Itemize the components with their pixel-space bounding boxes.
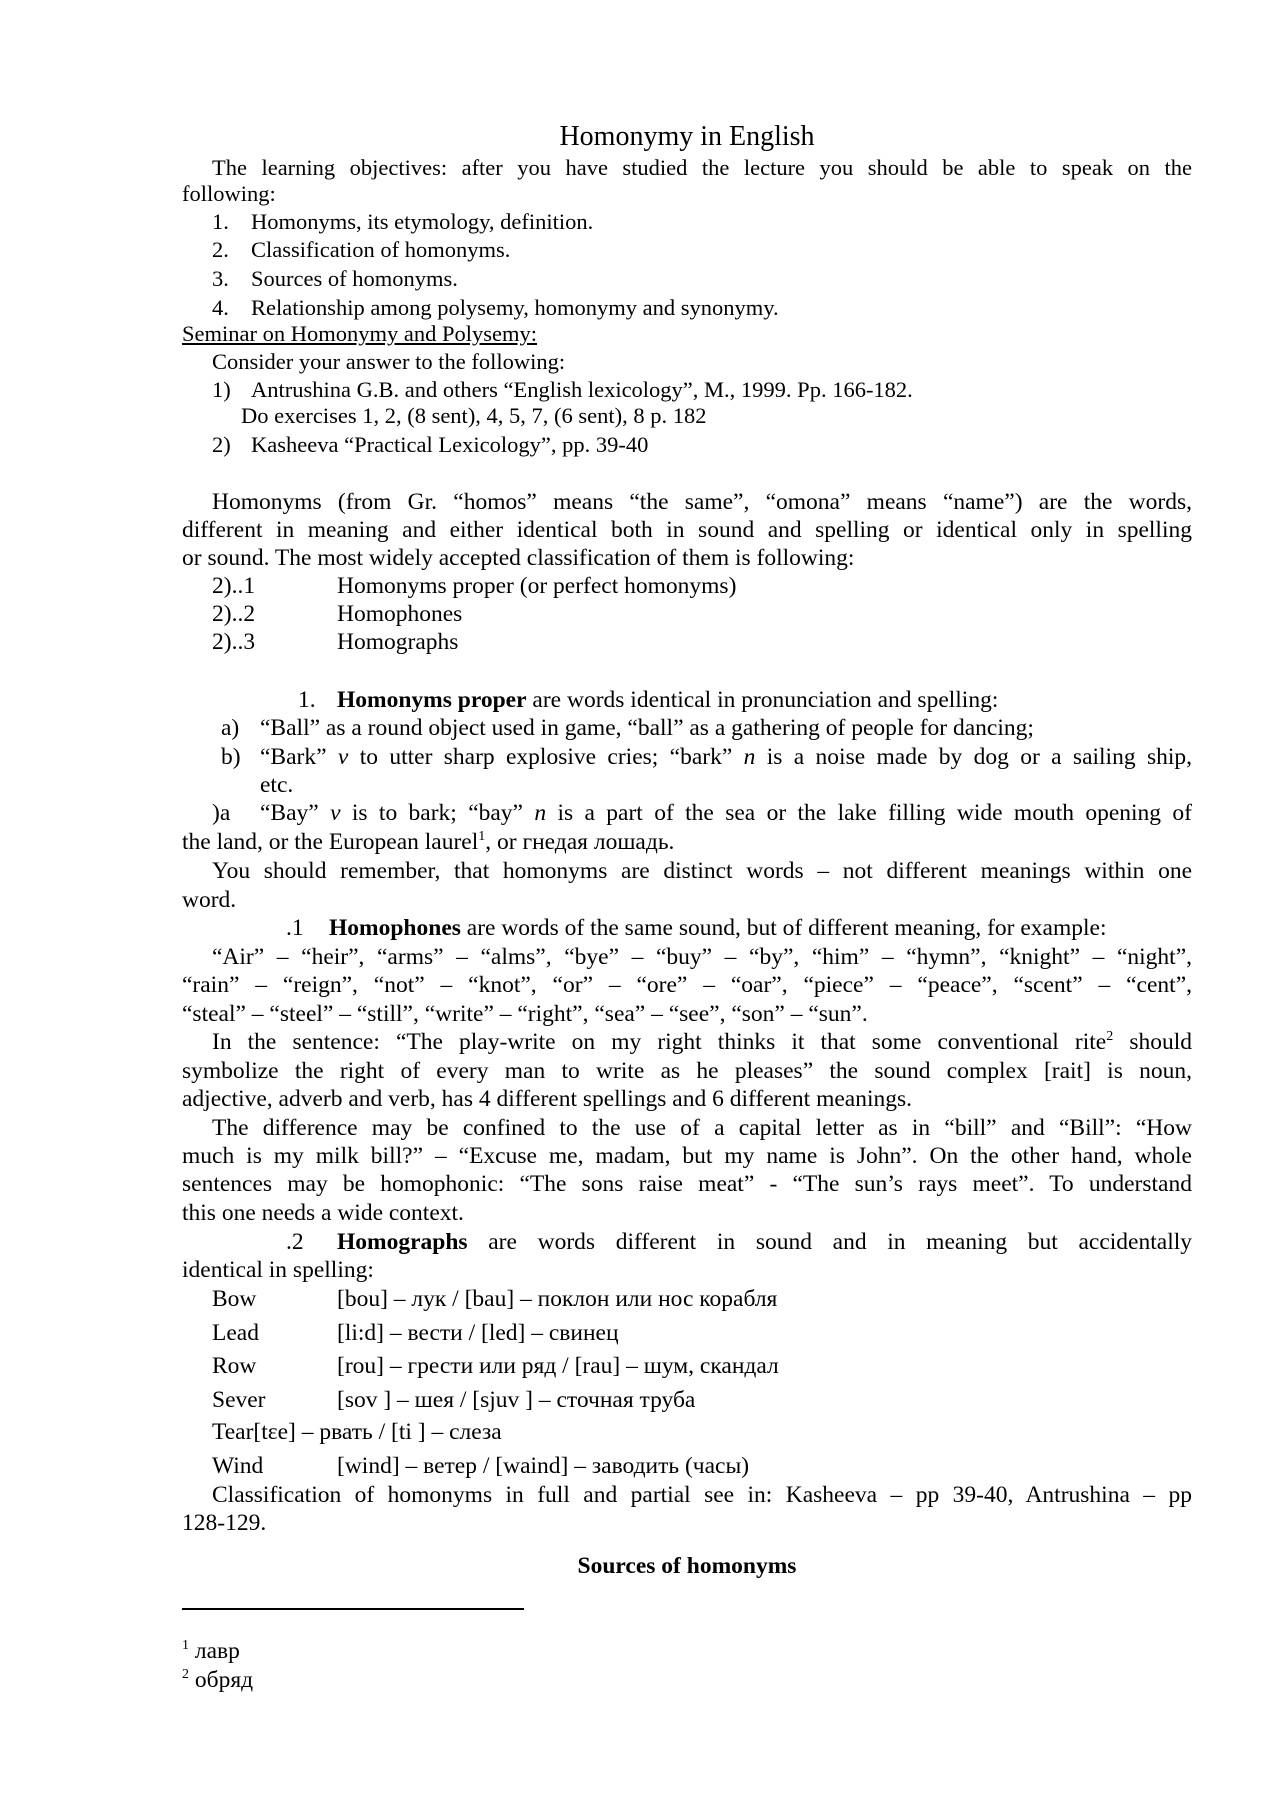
example-b: “Bark” v to utter sharp explosive cries; “bark” n is a noise made by dog or a sailing ship, bbox=[260, 744, 1192, 770]
homograph-word: Sever bbox=[212, 1387, 266, 1413]
term: Homophones bbox=[329, 915, 461, 941]
list-item: Sources of homonyms. bbox=[251, 266, 458, 291]
homophones-examples-2: “rain” – “reign”, “not” – “knot”, “or” – “ore” – “oar”, “piece” – “peace”, “scent” – “cent”, bbox=[182, 972, 1192, 998]
section-number: .2 bbox=[286, 1229, 304, 1255]
homograph-word: Wind bbox=[212, 1453, 264, 1479]
seminar-reference-2: Kasheeva “Practical Lexicology”, pp. 39-40 bbox=[251, 432, 649, 457]
list-item-number: 1. bbox=[212, 209, 229, 234]
remember-line-2: word. bbox=[182, 887, 237, 913]
sentence-line-1: In the sentence: “The play-write on my right thinks it that some conventional rite$^2$ should bbox=[212, 1029, 1192, 1055]
homograph-word: Row bbox=[212, 1353, 257, 1379]
seminar-intro: Consider your answer to the following: bbox=[212, 349, 566, 374]
sources-heading: Sources of homonyms bbox=[577, 1553, 797, 1579]
difference-line-1: The difference may be confined to the use of a capital letter as in “bill” and “Bill”: “How bbox=[212, 1115, 1192, 1141]
list-item-number: 4. bbox=[212, 295, 229, 320]
seminar-exercises: Do exercises 1, 2, (8 sent), 4, 5, 7, (6 sent), 8 p. 182 bbox=[241, 403, 707, 428]
page-title: Homonymy in English bbox=[559, 121, 815, 152]
footnote-divider bbox=[182, 1608, 524, 1610]
footnote-2: $^2$ обряд bbox=[182, 1667, 254, 1693]
footnote-1: $^1$ лавр bbox=[182, 1638, 240, 1664]
term: Homonyms proper bbox=[337, 687, 527, 713]
list-item-number: 2) bbox=[212, 432, 231, 457]
homograph-translation: [bou] – лук / [bau] – поклон или нос корабля bbox=[337, 1286, 778, 1312]
classification-line-1: Classification of homonyms in full and partial see in: Kasheeva – pp 39-40, Antrushina – pp bbox=[212, 1482, 1192, 1508]
list-item: Classification of homonyms. bbox=[251, 237, 511, 262]
class-number: 2)..1 bbox=[212, 573, 256, 599]
homograph-translation: [li:d] – вести / [led] – свинец bbox=[337, 1320, 619, 1346]
homograph-word: Lead bbox=[212, 1320, 259, 1346]
intro-line-3: or sound. The most widely accepted classification of them is following: bbox=[182, 545, 855, 571]
footnote-ref: 2 bbox=[1106, 1029, 1114, 1045]
class-item: Homophones bbox=[337, 601, 463, 627]
homograph-translation: [wind] – ветер / [waind] – заводить (часы) bbox=[337, 1453, 750, 1479]
remember-line-1: You should remember, that homonyms are distinct words – not different meanings within one bbox=[212, 858, 1192, 884]
example-b-continued: etc. bbox=[260, 772, 294, 798]
homophones-definition: Homophones are words of the same sound, but of different meaning, for example: bbox=[329, 915, 1107, 941]
classification-line-2: 128-129. bbox=[182, 1510, 267, 1536]
class-item: Homographs bbox=[337, 629, 459, 655]
homograph-translation: [sov ] – шея / [sjuv ] – сточная труба bbox=[337, 1387, 696, 1413]
class-number: 2)..2 bbox=[212, 601, 256, 627]
section-number: .1 bbox=[286, 915, 304, 941]
intro-line-1: Homonyms (from Gr. “homos” means “the same”, “omona” means “name”) are the words, bbox=[212, 489, 1192, 515]
homographs-definition: Homographs are words different in sound and in meaning but accidentally bbox=[337, 1229, 1192, 1255]
difference-line-3: sentences may be homophonic: “The sons raise meat” - “The sun’s rays meet”. To understand bbox=[182, 1171, 1192, 1197]
difference-line-2: much is my milk bill?” – “Excuse me, madam, but my name is John”. On the other hand, whole bbox=[182, 1143, 1192, 1169]
objectives-line-2: following: bbox=[182, 181, 276, 206]
footnote-ref: 1 bbox=[478, 829, 486, 845]
example-c: “Bay” v is to bark; “bay” n is a part of the sea or the lake filling wide mouth opening of bbox=[260, 800, 1192, 826]
list-item-number: 1) bbox=[212, 377, 231, 402]
sentence-line-3: adjective, adverb and verb, has 4 different spellings and 6 different meanings. bbox=[182, 1086, 913, 1112]
sentence-line-2: symbolize the right of every man to write as he pleases” the sound complex [rait] is noun, bbox=[182, 1058, 1192, 1084]
objectives-line-1: The learning objectives: after you have studied the lecture you should be able to speak on the bbox=[212, 155, 1192, 180]
difference-line-4: this one needs a wide context. bbox=[182, 1200, 464, 1226]
term: Homographs bbox=[337, 1229, 468, 1255]
homophones-examples-1: “Air” – “heir”, “arms” – “alms”, “bye” – “buy” – “by”, “him” – “hymn”, “knight” – “night”, bbox=[212, 944, 1192, 970]
homograph-word: Bow bbox=[212, 1286, 257, 1312]
homographs-definition-continued: identical in spelling: bbox=[182, 1257, 374, 1283]
list-item-number: 2. bbox=[212, 237, 229, 262]
list-item-number: a) bbox=[221, 715, 240, 741]
list-item-number: )a bbox=[212, 800, 231, 826]
homonyms-proper-definition: Homonyms proper are words identical in pronunciation and spelling: bbox=[337, 687, 999, 713]
homograph-translation: [rou] – грести или ряд / [rau] – шум, скандал bbox=[337, 1353, 779, 1379]
list-item-number: 3. bbox=[212, 266, 229, 291]
example-c-continued: the land, or the European laurel$^1$, or гнедая лошадь. bbox=[182, 829, 675, 855]
class-item: Homonyms proper (or perfect homonyms) bbox=[337, 573, 737, 599]
seminar-heading: Seminar on Homonymy and Polysemy: bbox=[182, 321, 537, 346]
class-number: 2)..3 bbox=[212, 629, 256, 655]
list-item: Relationship among polysemy, homonymy and synonymy. bbox=[251, 295, 779, 320]
intro-line-2: different in meaning and either identical both in sound and spelling or identical only in spelling bbox=[182, 517, 1192, 543]
list-item: Homonyms, its etymology, definition. bbox=[251, 209, 594, 234]
example-a: “Ball” as a round object used in game, “ball” as a gathering of people for dancing; bbox=[260, 715, 1034, 741]
seminar-reference-1: Antrushina G.B. and others “English lexicology”, M., 1999. Pp. 166-182. bbox=[251, 377, 913, 402]
section-number: 1. bbox=[298, 687, 316, 713]
homograph-word: Tear[tɛe] – рвать / [ti ] – слеза bbox=[212, 1419, 502, 1445]
homophones-examples-3: “steal” – “steel” – “still”, “write” – “right”, “sea” – “see”, “son” – “sun”. bbox=[182, 1001, 868, 1027]
list-item-number: b) bbox=[221, 744, 241, 770]
